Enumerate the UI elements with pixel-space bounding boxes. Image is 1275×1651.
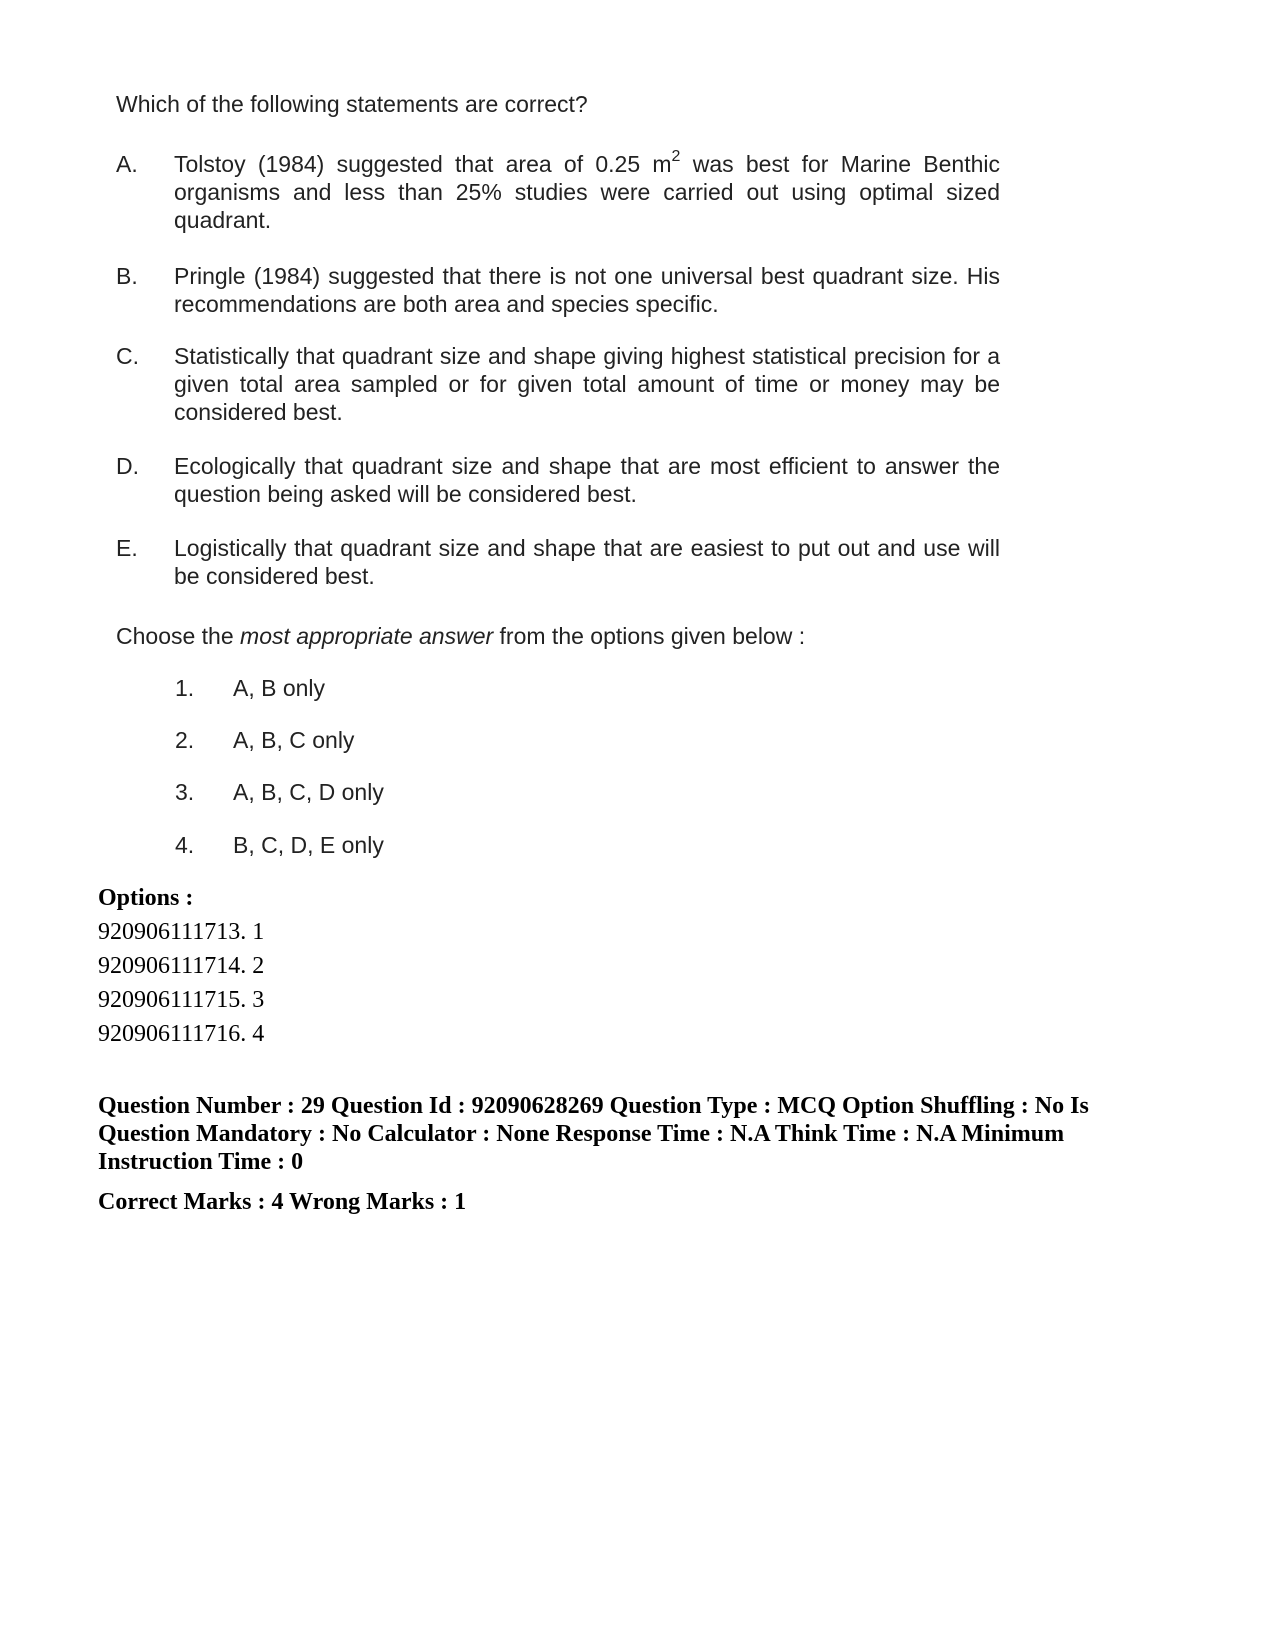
option-id-1: 920906111713. 1 xyxy=(98,919,265,945)
answer-option-text: A, B, C, D only xyxy=(233,779,384,805)
option-id-4: 920906111716. 4 xyxy=(98,1021,265,1047)
choose-instruction: Choose the most appropriate answer from the options given below : xyxy=(116,623,806,649)
answer-option-number: 2. xyxy=(175,727,195,753)
answer-option-number: 4. xyxy=(175,832,195,858)
marks-line: Correct Marks : 4 Wrong Marks : 1 xyxy=(98,1189,467,1215)
answer-option-number: 3. xyxy=(175,779,195,805)
answer-option-number: 1. xyxy=(175,675,195,701)
statement-letter: B. xyxy=(116,263,138,289)
statement-text: Statistically that quadrant size and shape giving highest statistical precision for a given total area sampled or for given total amount of time or money may be considered best. xyxy=(174,343,1000,425)
answer-option-text: A, B, C only xyxy=(233,727,355,753)
answer-option-text: B, C, D, E only xyxy=(233,832,384,858)
question-meta: Question Number : 29 Question Id : 92090628269 Question Type : MCQ Option Shuffling : No Is Question Mandatory : No Calculator : None Response Time : N.A Think Time : N.A Minimum Instruction Time : 0 xyxy=(98,1093,1089,1175)
statement-letter: A. xyxy=(116,151,138,177)
option-id-3: 920906111715. 3 xyxy=(98,987,265,1013)
options-heading: Options : xyxy=(98,885,194,911)
statement-text: Ecologically that quadrant size and shape that are most efficient to answer the question being asked will be considered best. xyxy=(174,453,1000,507)
statement-letter: C. xyxy=(116,343,139,369)
answer-option-text: A, B only xyxy=(233,675,326,701)
statement-text: Tolstoy (1984) suggested that area of 0.25 $m^2$ was best for Marine Benthic organisms and less than 25% studies were carried out using optimal sized quadrant. xyxy=(174,148,1000,233)
statement-letter: D. xyxy=(116,453,139,479)
statement-text: Pringle (1984) suggested that there is not one universal best quadrant size. His recommendations are both area and species specific. xyxy=(174,263,1000,317)
option-id-2: 920906111714. 2 xyxy=(98,953,265,979)
statement-text: Logistically that quadrant size and shape that are easiest to put out and use will be considered best. xyxy=(174,535,1000,589)
statement-letter: E. xyxy=(116,535,138,561)
question-stem: Which of the following statements are correct? xyxy=(116,91,588,117)
